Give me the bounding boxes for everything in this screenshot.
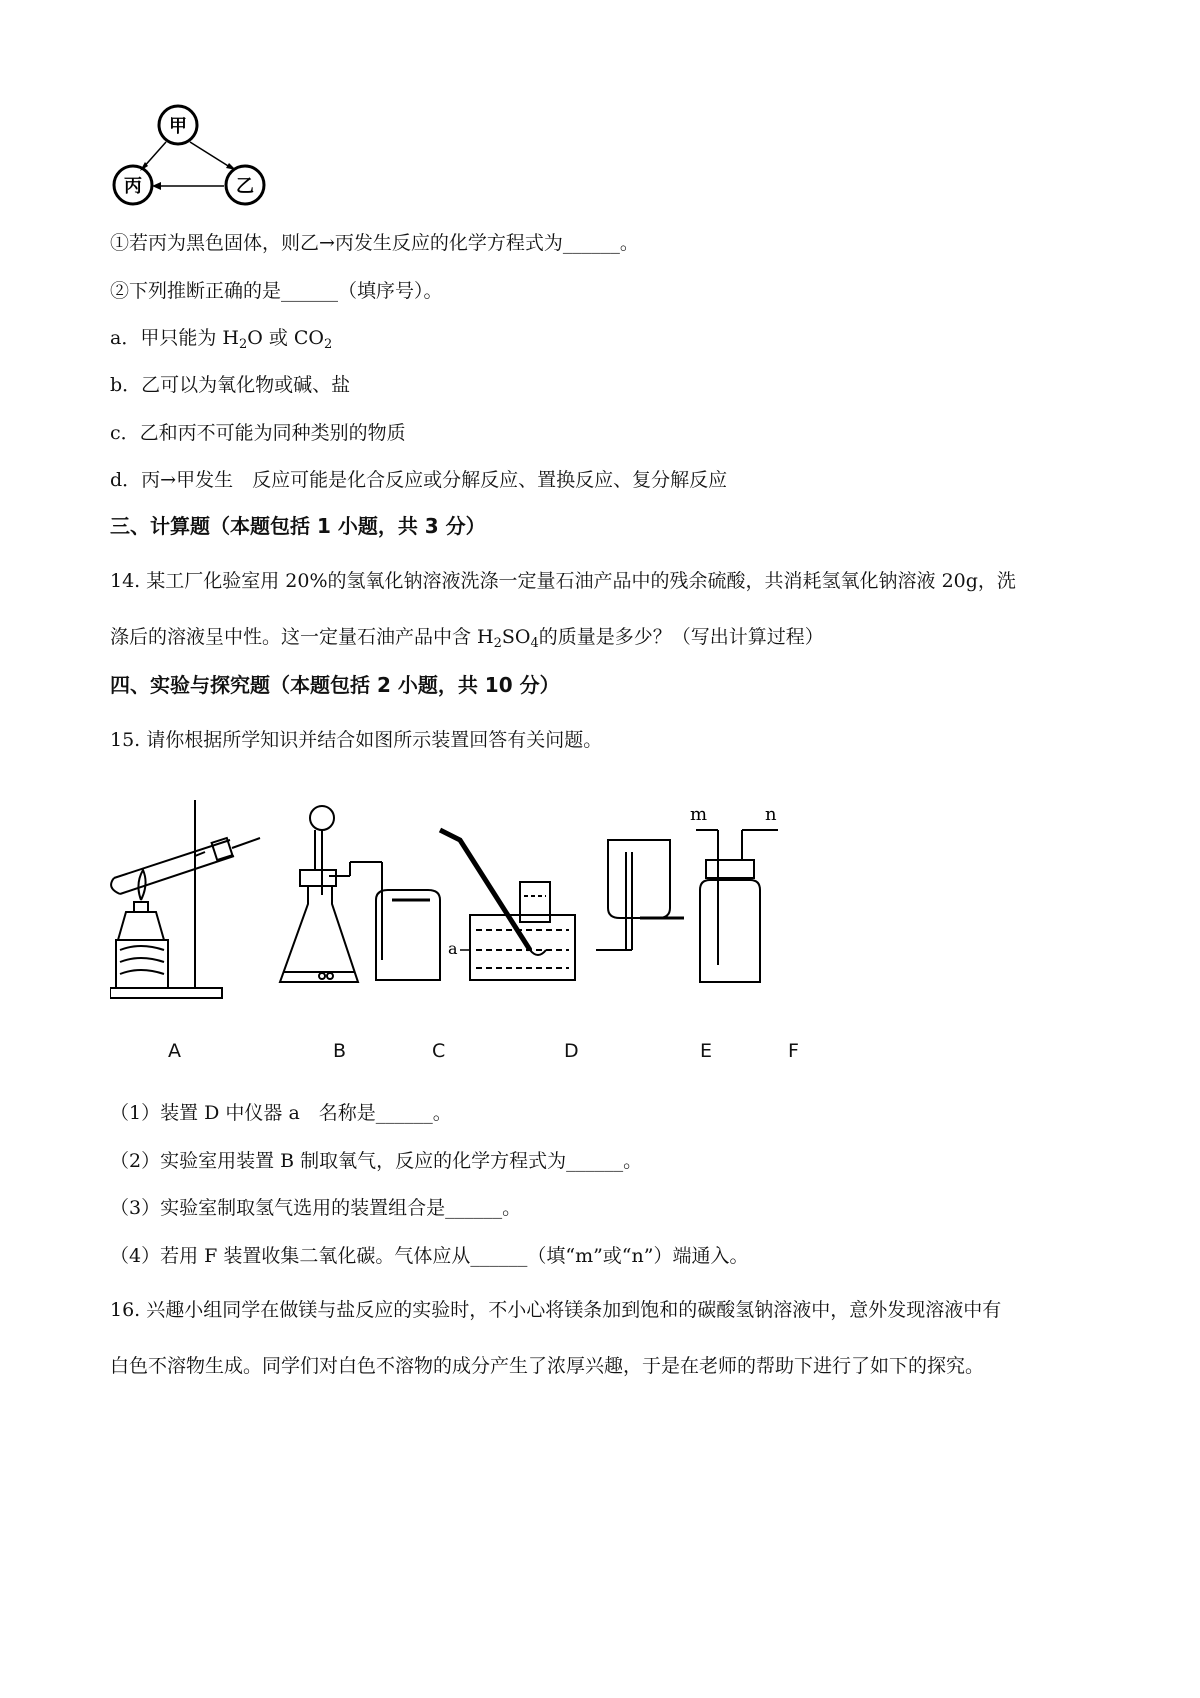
q13-part1: ①若丙为黑色固体，则乙→丙发生反应的化学方程式为______。 <box>110 232 639 254</box>
node-bing: 丙 <box>124 176 142 197</box>
label-a: A <box>168 1040 181 1062</box>
apparatus-a <box>110 800 260 998</box>
apparatus-c <box>365 862 440 980</box>
q15-sub4: （4）若用 F 装置收集二氧化碳。气体应从______（填“m”或“n”）端通入。 <box>110 1245 749 1267</box>
apparatus-d <box>440 830 575 980</box>
q15-sub1: （1）装置 D 中仪器 a 名称是______。 <box>110 1102 452 1124</box>
port-n: n <box>765 804 777 825</box>
apparatus-b <box>280 806 365 982</box>
q13-option-d: d．丙→甲发生 反应可能是化合反应或分解反应、置换反应、复分解反应 <box>110 469 728 491</box>
q15-sub2: （2）实验室用装置 B 制取氧气，反应的化学方程式为______。 <box>110 1150 643 1172</box>
cycle-diagram <box>108 100 268 210</box>
section-3-heading: 三、计算题（本题包括 1 小题，共 3 分） <box>110 514 486 538</box>
q13-option-a: a．甲只能为 $H_2O$ 或 $CO_2$ <box>110 327 333 352</box>
label-c: C <box>432 1040 446 1062</box>
label-f: F <box>788 1040 799 1062</box>
label-e: E <box>700 1040 713 1062</box>
apparatus-e <box>596 840 684 950</box>
node-yi: 乙 <box>236 176 254 197</box>
label-b: B <box>333 1040 347 1062</box>
q14-line2: 涤后的溶液呈中性。这一定量石油产品中含 $H_2SO_4$的质量是多少？（写出计算过程） <box>110 626 824 651</box>
apparatus-figure <box>110 800 830 1000</box>
section-4-heading: 四、实验与探究题（本题包括 2 小题，共 10 分） <box>110 673 560 697</box>
q13-option-c: c．乙和丙不可能为同种类别的物质 <box>110 422 406 444</box>
q15-sub3: （3）实验室制取氢气选用的装置组合是______。 <box>110 1197 522 1219</box>
port-m: m <box>690 804 708 825</box>
node-jia: 甲 <box>169 116 187 137</box>
q13-part2: ②下列推断正确的是______（填序号）。 <box>110 280 443 302</box>
apparatus-f <box>690 804 778 982</box>
q16-line1: 16. 兴趣小组同学在做镁与盐反应的实验时，不小心将镁条加到饱和的碳酸氢钠溶液中，意外发现溶液中有 <box>110 1299 1002 1321</box>
q15-intro: 15. 请你根据所学知识并结合如图所示装置回答有关问题。 <box>110 729 603 751</box>
q14-line1: 14. 某工厂化验室用 20%的氢氧化钠溶液洗涤一定量石油产品中的残余硫酸，共消耗氢氧化钠溶液 20g，洗 <box>110 570 1016 592</box>
q16-line2: 白色不溶物生成。同学们对白色不溶物的成分产生了浓厚兴趣，于是在老师的帮助下进行了如下的探究。 <box>110 1355 985 1377</box>
q13-option-b: b．乙可以为氧化物或碱、盐 <box>110 374 351 396</box>
label-small-a: a <box>448 939 458 958</box>
label-d: D <box>564 1040 579 1062</box>
